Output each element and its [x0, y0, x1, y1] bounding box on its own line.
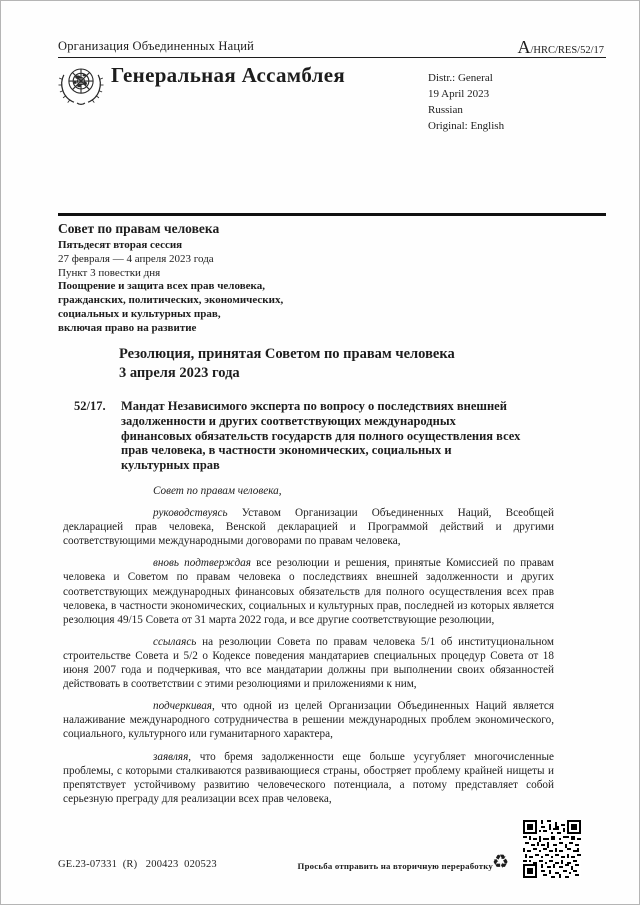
paragraph-lead: руководствуясь [153, 507, 228, 520]
preamble-paragraph [63, 699, 554, 741]
distr-block [428, 70, 504, 134]
agenda-title-line: включая право на развитие [58, 321, 197, 334]
header-rule [58, 57, 606, 58]
paragraph-lead: подчеркивая [153, 700, 212, 713]
document-symbol-letter: A [517, 37, 531, 57]
assembly-title: Генеральная Ассамблея [111, 63, 346, 87]
session-name: Пятьдесят вторая сессия [58, 239, 183, 251]
resolution-number: 52/17. [74, 399, 106, 413]
recycle-icon: ♻ [492, 852, 510, 873]
section-rule [58, 213, 606, 216]
document-symbol-number: /HRC/RES/52/17 [530, 45, 604, 56]
preamble-paragraph [63, 506, 554, 548]
paragraph-lead: ссылаясь [153, 635, 197, 648]
un-emblem-icon [56, 62, 106, 113]
paragraph-lead: заявляя [153, 750, 189, 763]
council-name: Совет по правам человека [58, 221, 220, 236]
agenda-item: Пункт 3 повестки дня [58, 266, 161, 279]
distr-line: Distr.: General [428, 72, 493, 84]
preamble-paragraph [63, 635, 554, 691]
recycle-note: Просьба отправить на вторичную переработку [297, 861, 493, 871]
document-symbol [517, 37, 604, 58]
paragraph-lead: вновь подтверждая [153, 557, 251, 570]
session-block [58, 221, 283, 336]
resolution-heading [74, 399, 523, 473]
resolution-heading-text: Мандат Независимого эксперта по вопросу о последствиях внешней задолженности и других соответствующих международных финансовых обязательств государств для полного осуществления всех прав человека, в частности экономических, социальных и культурных прав [121, 399, 521, 473]
paragraph-text: , что бремя задолженности еще больше усугубляет многочисленные проблемы, с которыми сталкиваются развивающиеся страны, обостряет проблему крайней нищеты и препятствует устойчивому развитию человеческого потенциала, а потому представляет собой серьезную преграду для реализации всех прав человека, [63, 750, 554, 805]
distr-original: Original: English [428, 120, 505, 132]
distr-date: 19 April 2023 [428, 88, 490, 100]
resolution-title [119, 345, 455, 382]
resolution-title-line1: Резолюция, принятая Советом по правам человека [119, 346, 455, 362]
paragraph-text: все резолюции и решения, принятые Комиссией по правам человека и Советом по правам человека о последствиях внешней задолженности и других соответствующих международных финансовых обязательств для полного осуществления всех прав человека, в частности экономических, социальных и культурных прав, последней из которых является резолюция 49/15 Совета от 31 марта 2022 года, и все другие соответствующие резолюции, [63, 557, 555, 626]
preamble-paragraph [63, 556, 554, 626]
agenda-title-line: гражданских, политических, экономических, [58, 294, 284, 307]
preamble [63, 484, 554, 814]
resolution-title-line2: 3 апреля 2023 года [119, 364, 240, 381]
ge-document-number: GE.23-07331 (R) 200423 020523 [58, 859, 217, 870]
agenda-title-line: Поощрение и защита всех прав человека, [58, 280, 265, 293]
preamble-paragraph [63, 750, 554, 806]
preamble-opening: Совет по правам человека, [153, 485, 282, 497]
paragraph-text: Уставом Организации Объединенных Наций, Всеобщей декларацией прав человека, Венской декларацией и Программой действий и другими соответствующими международными договорами по правам человека, [63, 507, 554, 548]
org-name: Организация Объединенных Наций [58, 39, 255, 53]
qr-code [523, 820, 581, 878]
paragraph-text: , что одной из целей Организации Объединенных Наций является налаживание международного сотрудничества в решении международных проблем экономического, социального, культурного или гуманитарного характера, [63, 700, 554, 741]
agenda-title-line: социальных и культурных прав, [58, 307, 221, 320]
paragraph-text: на резолюции Совета по правам человека 5/1 об институциональном строительстве Совета и 5/2 о Кодексе поведения мандатариев специальных процедур Совета от 18 июня 2007 года и подчеркивая, что все мандатарии должны при выполнении своих обязанностей действовать в соответствии с этими резолюциями и приложениями к ним, [63, 635, 554, 691]
session-dates: 27 февраля — 4 апреля 2023 года [58, 252, 214, 265]
distr-language: Russian [428, 104, 463, 116]
